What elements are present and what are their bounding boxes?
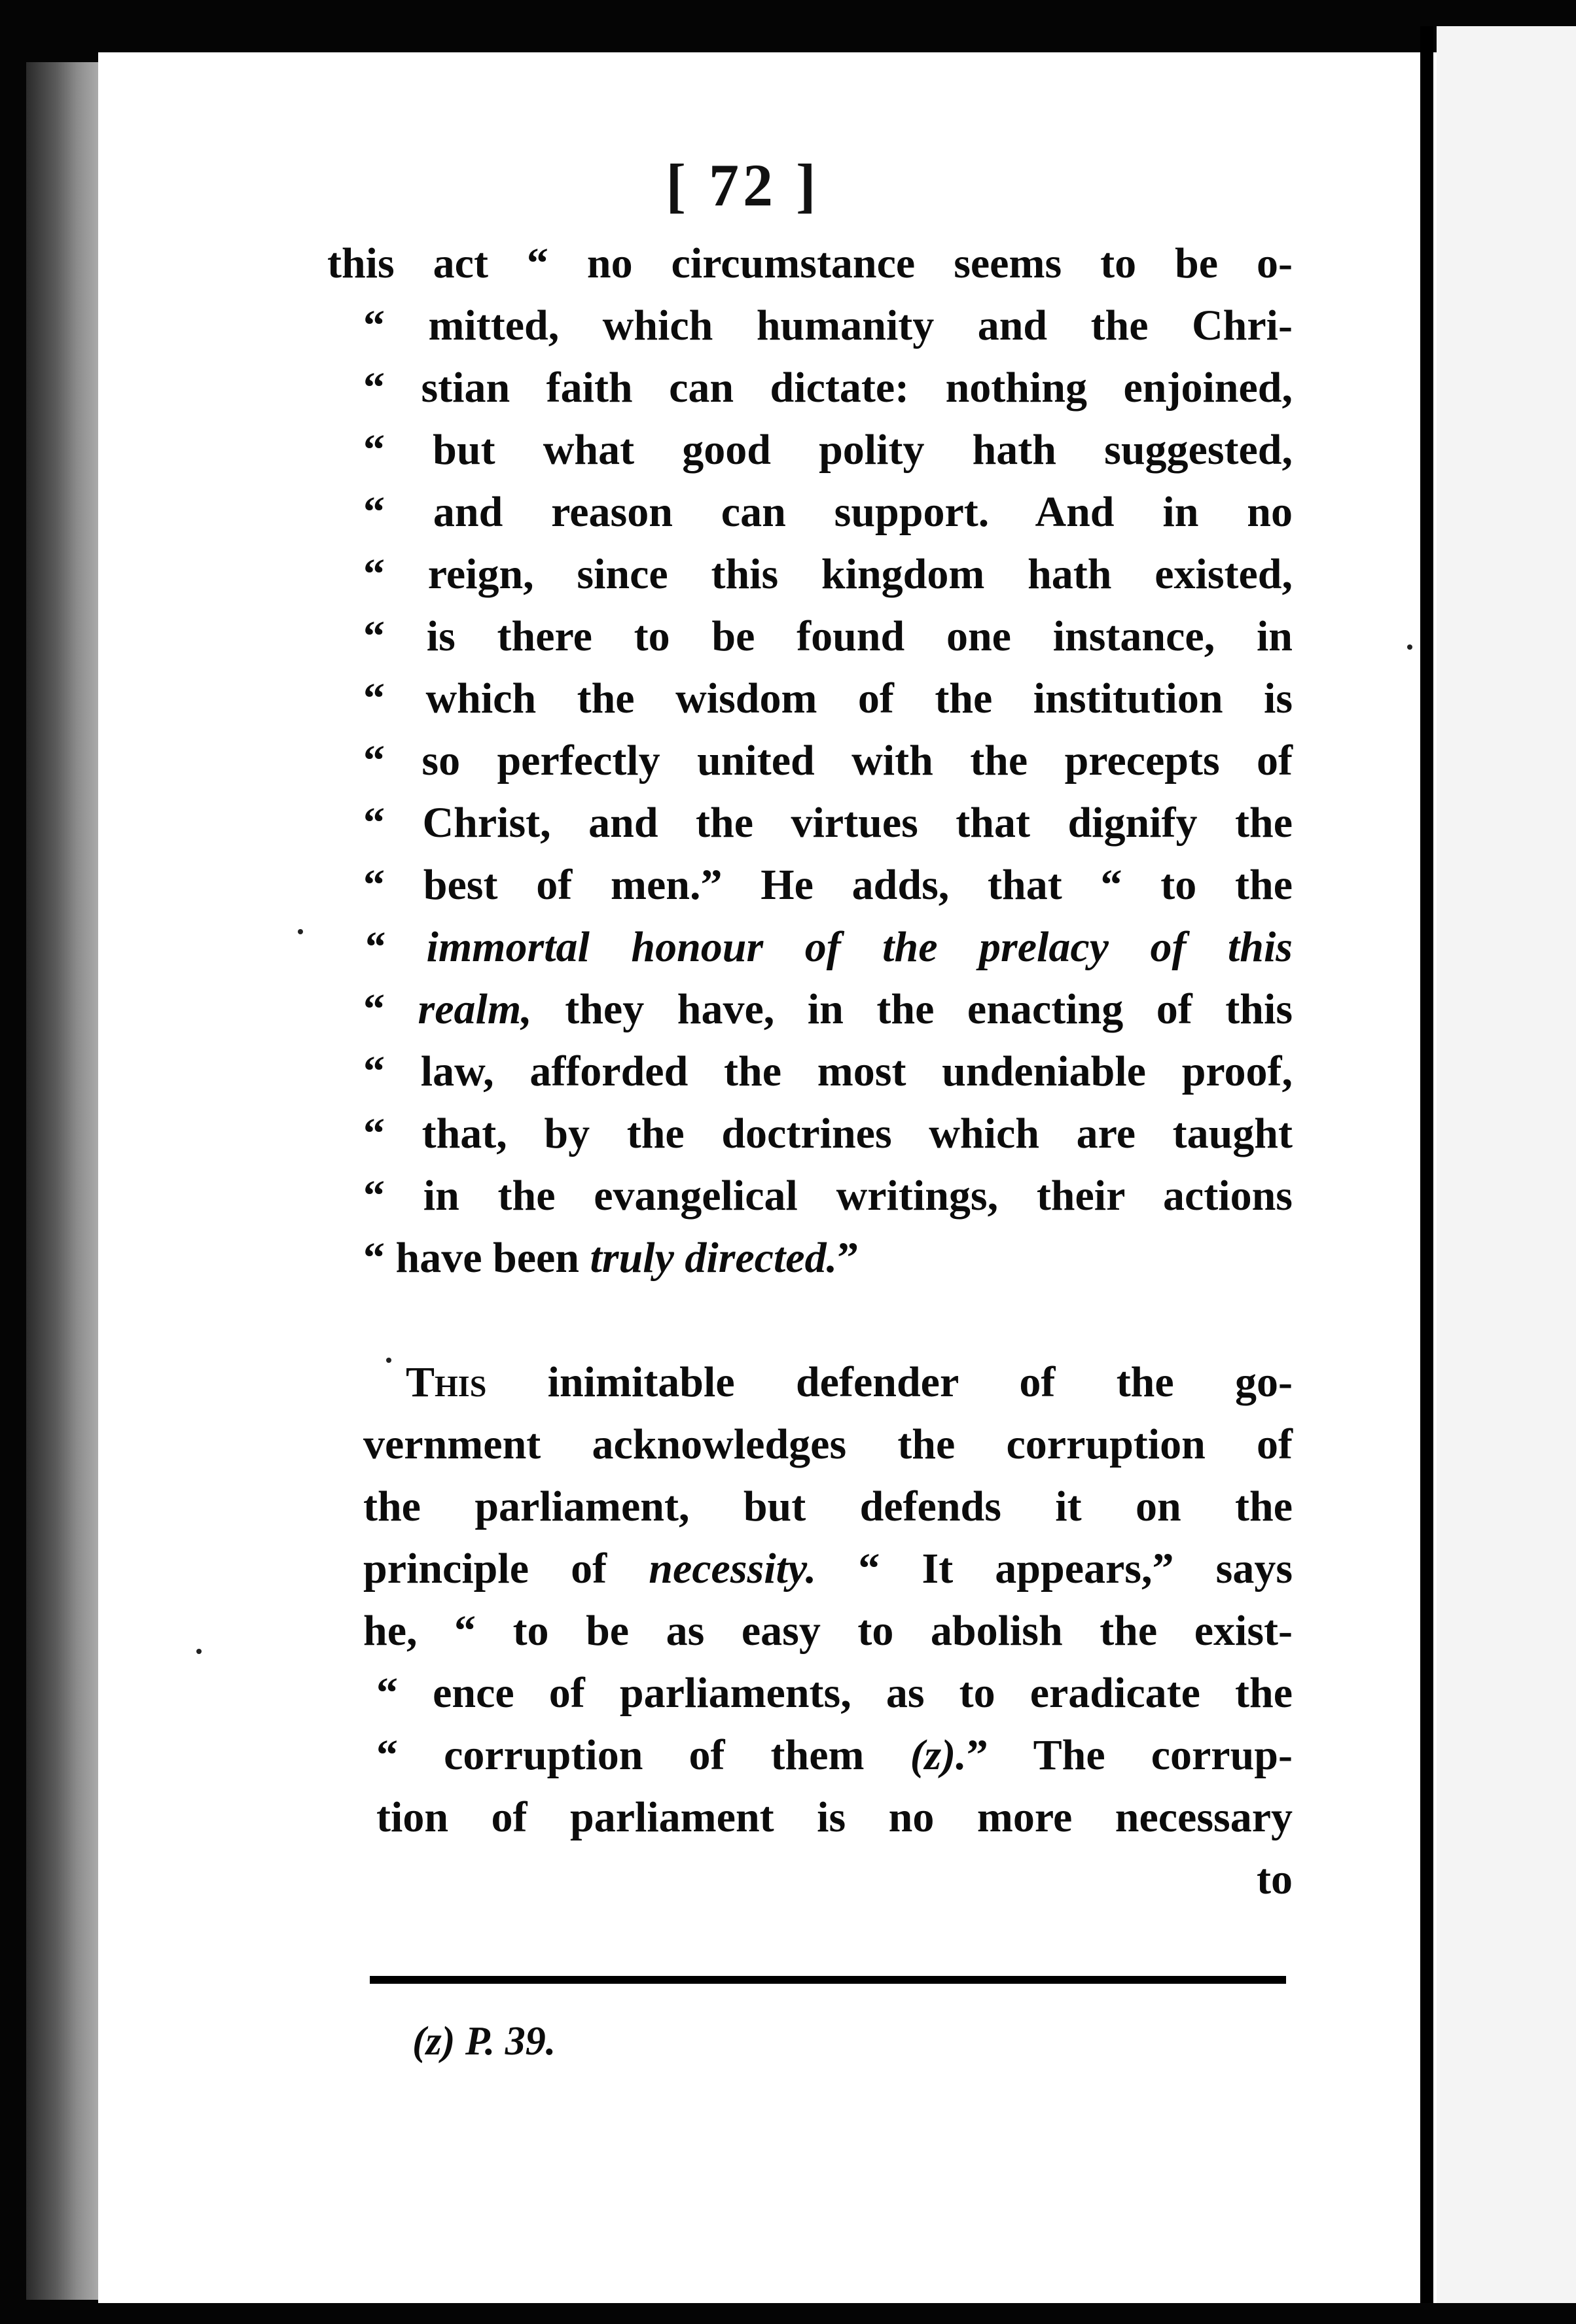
text-line: “ and reason can support. And in no: [363, 488, 1293, 536]
text-segment: principle of: [363, 1545, 649, 1593]
footnote-rule: [370, 1976, 1286, 1984]
text-line: [327, 1724, 1293, 1786]
text-line: “ ence of parliaments, as to eradicate the: [376, 1669, 1293, 1717]
text-segment: “ have been: [363, 1234, 590, 1282]
text-line: “ law, afforded the most undeniable proof,: [363, 1048, 1293, 1095]
text-line: “ Christ, and the virtues that dignify the: [363, 799, 1293, 847]
scan-speck: [386, 1358, 391, 1363]
text-line: [327, 978, 1293, 1040]
text-line: “ which the wisdom of the institution is: [363, 675, 1293, 722]
italic-text: (z).: [910, 1731, 967, 1779]
facing-page-edge: [1437, 26, 1576, 2303]
text-line: [327, 1351, 1293, 1413]
text-segment: inimitable defender of the go-: [486, 1358, 1293, 1406]
footnote-marker: (z): [412, 2019, 456, 2064]
text-line: the parliament, but defends it on the: [363, 1483, 1293, 1530]
text-line: this act “ no circumstance seems to be o-: [327, 239, 1293, 287]
text-line: [327, 1227, 1293, 1289]
text-line: tion of parliament is no more necessary: [376, 1793, 1293, 1841]
footnote: [412, 2018, 556, 2065]
text-line: “ is there to be found one instance, in: [363, 612, 1293, 660]
italic-text: necessity.: [649, 1545, 817, 1593]
text-line: “ but what good polity hath suggested,: [363, 426, 1293, 474]
text-line: vernment acknowledges the corruption of: [363, 1420, 1293, 1468]
text-segment: “ corruption of them: [376, 1731, 910, 1779]
scan-speck: [298, 929, 303, 934]
catchword: to: [1257, 1856, 1293, 1903]
text-line: “ mitted, which humanity and the Chri-: [363, 302, 1293, 349]
scan-speck: [1407, 644, 1412, 650]
text-line: “ best of men.” He adds, that “ to the: [363, 861, 1293, 909]
text-segment: they have, in the enacting of this: [531, 985, 1293, 1033]
italic-text: realm,: [418, 985, 532, 1033]
small-caps-text: This: [406, 1358, 487, 1406]
book-gutter: [1420, 26, 1433, 2303]
text-line: “ so perfectly united with the precepts of: [363, 737, 1293, 784]
text-segment: “ It appears,” says: [816, 1545, 1293, 1593]
italic-text: truly directed.: [590, 1234, 838, 1282]
text-line: [327, 1538, 1293, 1600]
paragraph-gap: [327, 1289, 1293, 1351]
text-line: “ in the evangelical writings, their actions: [363, 1172, 1293, 1220]
text-line: “ that, by the doctrines which are taught: [363, 1110, 1293, 1157]
text-segment: “: [363, 985, 418, 1033]
text-line: “ reign, since this kingdom hath existed,: [363, 550, 1293, 598]
body-text: [327, 232, 1293, 1910]
scan-speck: [196, 1649, 202, 1654]
text-line: he, “ to be as easy to abolish the exist-: [363, 1607, 1293, 1655]
text-line: “ stian faith can dictate: nothing enjoined,: [363, 364, 1293, 412]
text-segment: ”: [837, 1234, 859, 1282]
text-segment: ” The corrup-: [966, 1731, 1293, 1779]
page-number: [ 72 ]: [666, 152, 820, 219]
footnote-reference: P. 39.: [465, 2019, 556, 2064]
text-line-italic: “ immortal honour of the prelacy of this: [363, 923, 1293, 971]
